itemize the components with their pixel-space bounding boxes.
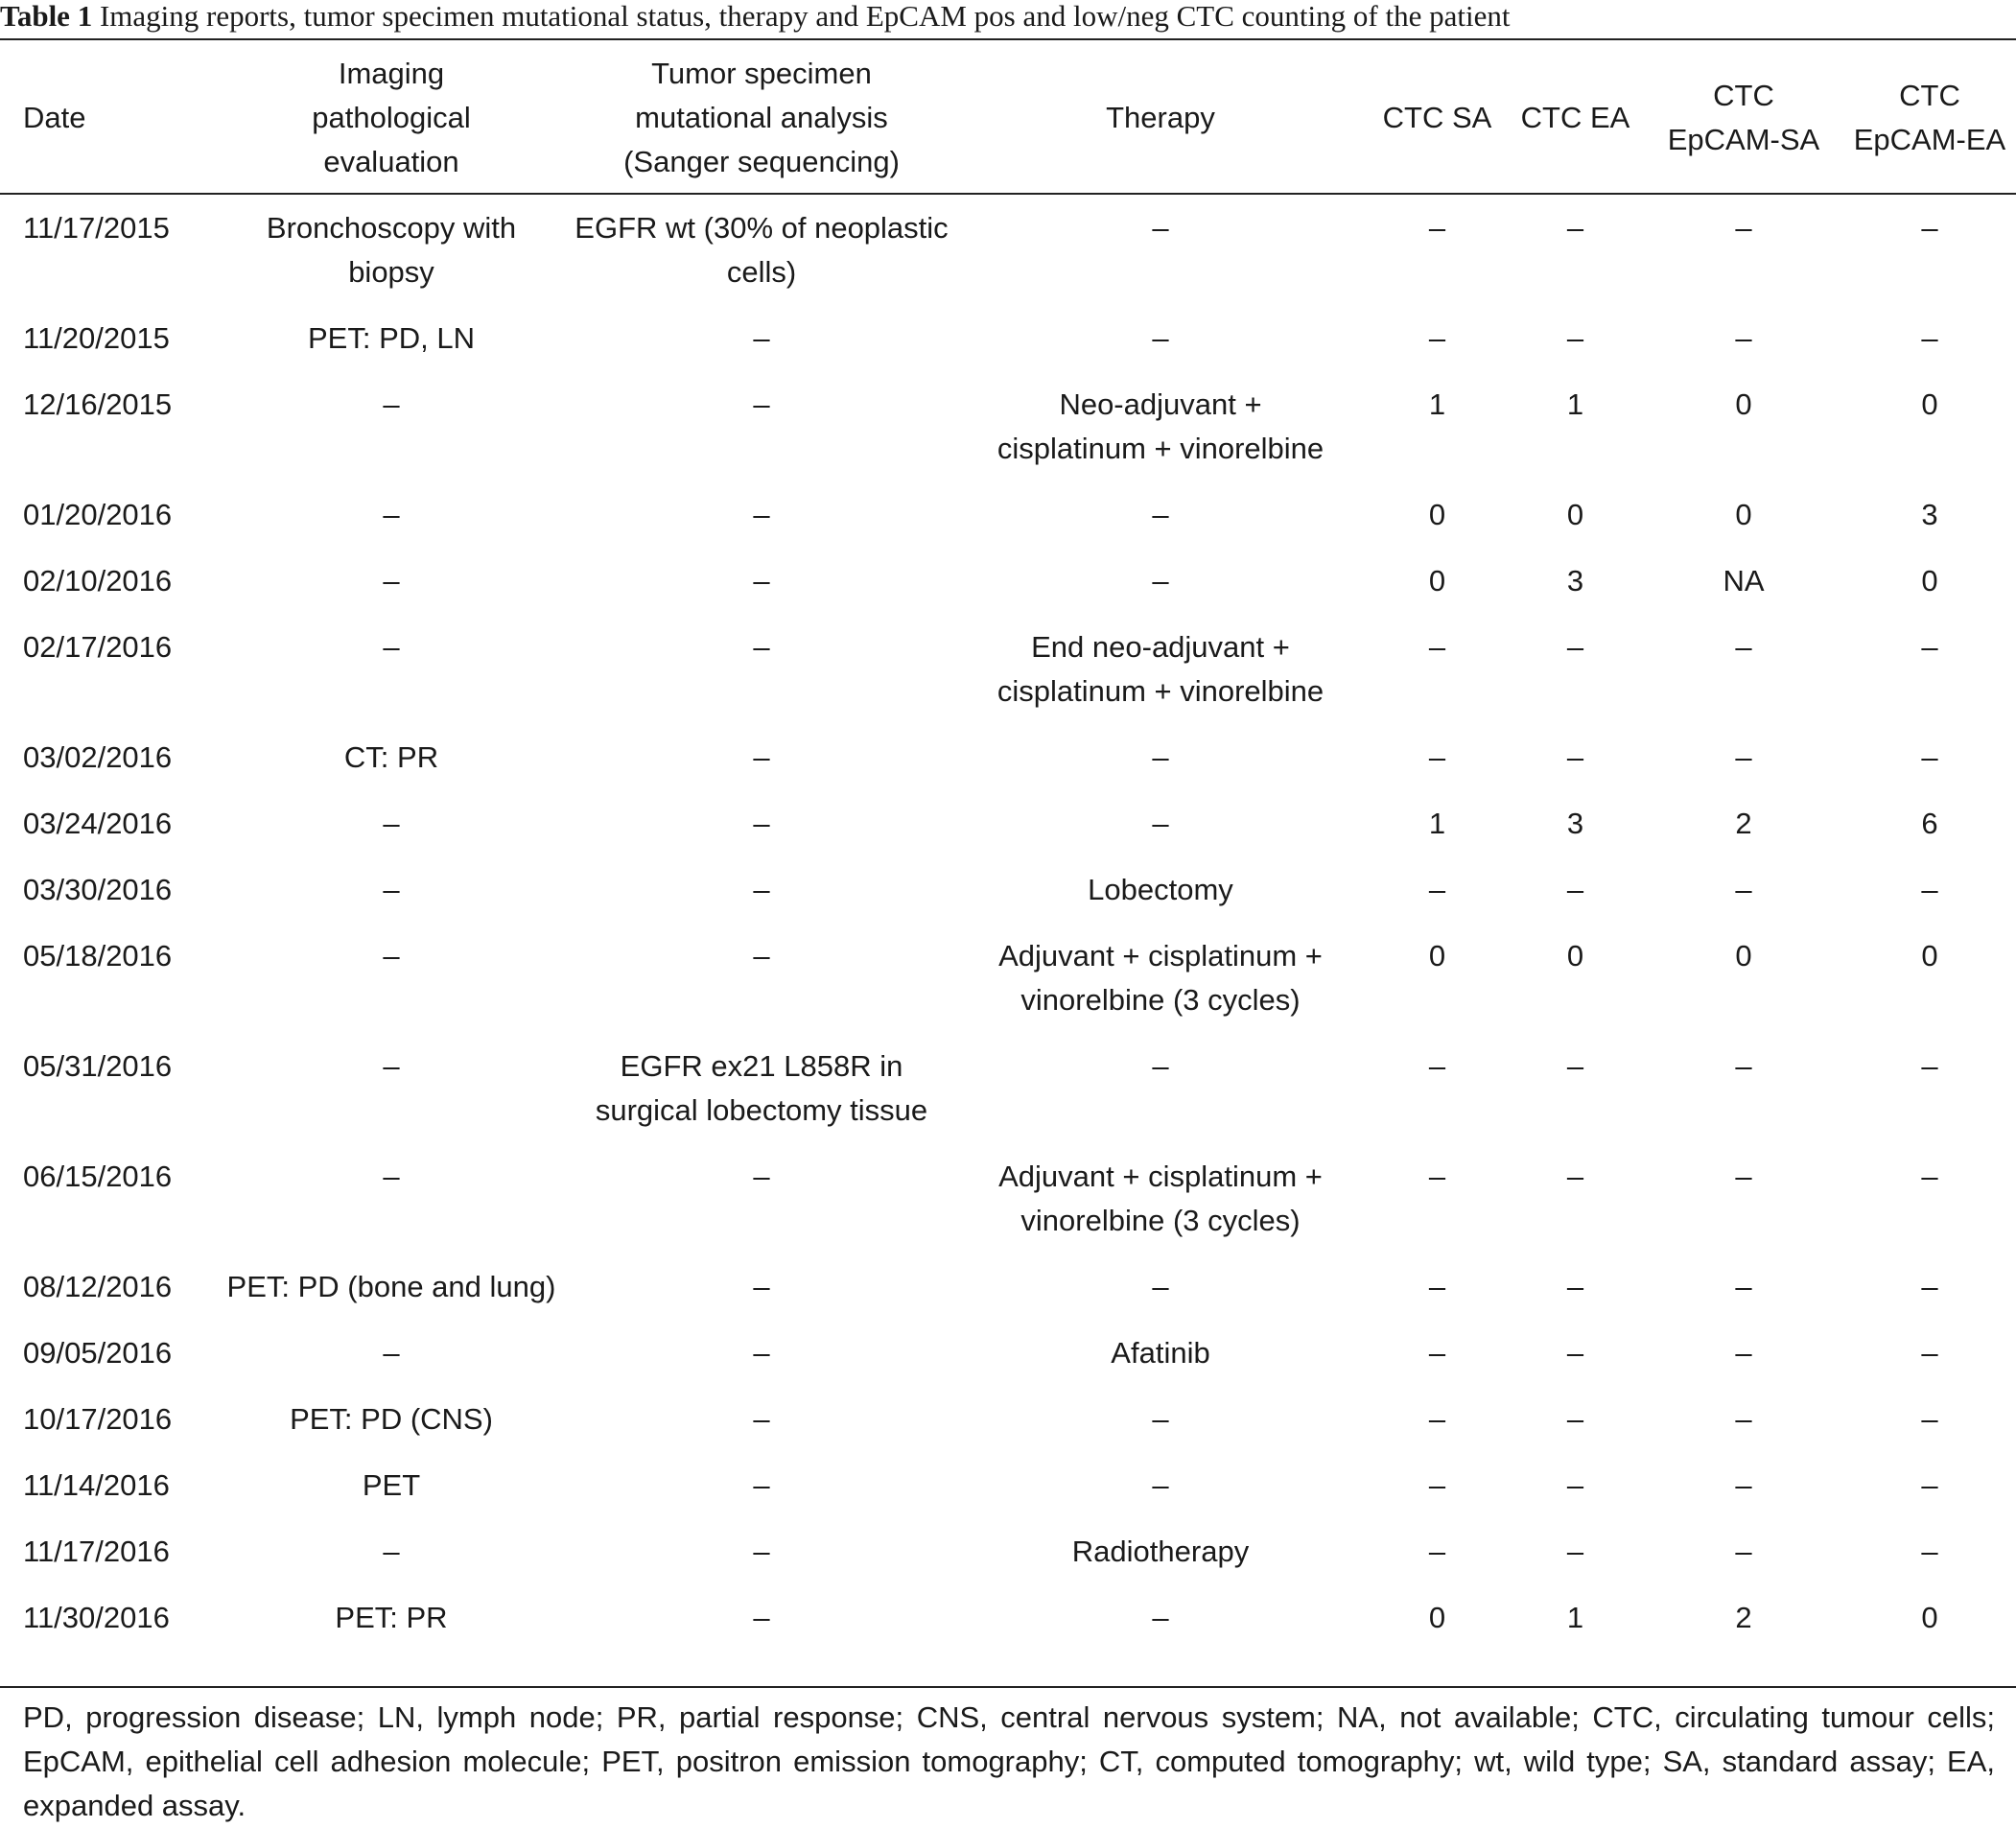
cell-ctc-ea: – <box>1566 321 1584 355</box>
cell-date: 05/31/2016 <box>23 1049 173 1083</box>
table-top-rule <box>0 38 2016 40</box>
cell-imaging: – <box>383 630 400 664</box>
table-row <box>0 1596 2016 1662</box>
cell-ctc-epcam-sa: – <box>1735 1336 1752 1370</box>
cell-ctc-epcam-sa: – <box>1735 1270 1752 1303</box>
cell-therapy: – <box>1152 1468 1169 1502</box>
cell-imaging: PET <box>362 1468 421 1502</box>
cell-date: 11/20/2015 <box>23 321 170 355</box>
cell-therapy: – <box>1152 211 1169 245</box>
cell-ctc-epcam-sa: – <box>1735 1049 1752 1083</box>
cell-ctc-epcam-ea: 0 <box>1921 387 1938 421</box>
cell-ctc-epcam-ea: – <box>1921 1160 1938 1193</box>
cell-mutational-analysis: – <box>753 807 770 840</box>
cell-ctc-sa: 0 <box>1428 498 1446 531</box>
cell-ctc-epcam-sa: 0 <box>1735 939 1752 973</box>
cell-ctc-epcam-sa: – <box>1735 211 1752 245</box>
cell-ctc-sa: 0 <box>1428 1601 1446 1634</box>
cell-therapy: Afatinib <box>1111 1336 1210 1370</box>
cell-ctc-epcam-sa: 2 <box>1735 807 1752 840</box>
cell-mutational-analysis: – <box>753 564 770 598</box>
cell-ctc-ea: – <box>1566 1468 1584 1502</box>
table-header <box>0 42 2016 193</box>
cell-date: 08/12/2016 <box>23 1270 173 1303</box>
cell-ctc-ea: – <box>1566 630 1584 664</box>
cell-imaging: Bronchoscopy with biopsy <box>266 211 517 289</box>
cell-ctc-ea: – <box>1566 1049 1584 1083</box>
table-row <box>0 868 2016 934</box>
cell-mutational-analysis: – <box>753 1535 770 1568</box>
cell-ctc-sa: – <box>1428 1402 1446 1436</box>
cell-ctc-sa: – <box>1428 1336 1446 1370</box>
cell-imaging: – <box>383 873 400 906</box>
table-row <box>0 193 2016 316</box>
cell-date: 11/17/2016 <box>23 1535 170 1568</box>
cell-ctc-ea: – <box>1566 1402 1584 1436</box>
cell-ctc-sa: – <box>1428 1049 1446 1083</box>
cell-therapy: – <box>1152 740 1169 774</box>
cell-ctc-ea: – <box>1566 873 1584 906</box>
cell-ctc-epcam-sa: – <box>1735 1160 1752 1193</box>
cell-ctc-epcam-ea: 6 <box>1921 807 1938 840</box>
cell-ctc-ea: – <box>1566 1336 1584 1370</box>
cell-mutational-analysis: – <box>753 1336 770 1370</box>
cell-imaging: – <box>383 1535 400 1568</box>
header-imaging: Imaging pathological evaluation <box>312 56 471 178</box>
cell-imaging: – <box>383 807 400 840</box>
cell-mutational-analysis: – <box>753 873 770 906</box>
cell-ctc-epcam-sa: – <box>1735 630 1752 664</box>
header-ctc-epcam-ea: CTC EpCAM-EA <box>1853 78 2006 156</box>
cell-ctc-epcam-sa: – <box>1735 1402 1752 1436</box>
table-row <box>0 559 2016 625</box>
cell-therapy: Radiotherapy <box>1071 1535 1250 1568</box>
cell-date: 03/02/2016 <box>23 740 173 774</box>
cell-ctc-epcam-ea: – <box>1921 211 1938 245</box>
header-ctc-ea: CTC EA <box>1520 100 1630 134</box>
cell-ctc-ea: 3 <box>1566 807 1584 840</box>
cell-ctc-sa: 1 <box>1428 807 1446 840</box>
cell-ctc-ea: 0 <box>1566 939 1584 973</box>
cell-imaging: – <box>383 1049 400 1083</box>
header-ctc-sa: CTC SA <box>1382 100 1492 134</box>
table-row <box>0 1331 2016 1397</box>
table-row <box>0 493 2016 559</box>
cell-ctc-sa: – <box>1428 321 1446 355</box>
cell-date: 03/24/2016 <box>23 807 173 840</box>
cell-date: 11/17/2015 <box>23 211 170 245</box>
table-row <box>0 1265 2016 1331</box>
cell-therapy: – <box>1152 1270 1169 1303</box>
header-therapy: Therapy <box>1106 100 1215 134</box>
cell-imaging: – <box>383 939 400 973</box>
cell-mutational-analysis: – <box>753 387 770 421</box>
cell-date: 09/05/2016 <box>23 1336 173 1370</box>
cell-ctc-epcam-ea: 0 <box>1921 939 1938 973</box>
table-row <box>0 316 2016 383</box>
cell-imaging: – <box>383 1336 400 1370</box>
cell-ctc-ea: – <box>1566 740 1584 774</box>
cell-ctc-epcam-ea: – <box>1921 1049 1938 1083</box>
cell-ctc-epcam-sa: 0 <box>1735 498 1752 531</box>
table-row <box>0 934 2016 1044</box>
table-row <box>0 736 2016 802</box>
table-row <box>0 625 2016 736</box>
cell-imaging: – <box>383 498 400 531</box>
table-row <box>0 1464 2016 1530</box>
cell-ctc-sa: – <box>1428 1535 1446 1568</box>
cell-ctc-epcam-ea: – <box>1921 630 1938 664</box>
cell-imaging: CT: PR <box>343 740 439 774</box>
cell-therapy: – <box>1152 1402 1169 1436</box>
table-bottom-rule <box>0 1686 2016 1688</box>
cell-date: 01/20/2016 <box>23 498 173 531</box>
cell-ctc-epcam-ea: 3 <box>1921 498 1938 531</box>
cell-ctc-epcam-sa: 0 <box>1735 387 1752 421</box>
header-row <box>0 42 2016 193</box>
cell-mutational-analysis: – <box>753 1270 770 1303</box>
cell-date: 06/15/2016 <box>23 1160 173 1193</box>
cell-ctc-ea: 0 <box>1566 498 1584 531</box>
cell-ctc-epcam-ea: – <box>1921 1270 1938 1303</box>
cell-imaging: – <box>383 564 400 598</box>
cell-mutational-analysis: – <box>753 321 770 355</box>
cell-ctc-ea: – <box>1566 211 1584 245</box>
cell-imaging: – <box>383 387 400 421</box>
table-caption <box>0 0 2016 38</box>
cell-ctc-sa: 0 <box>1428 939 1446 973</box>
cell-mutational-analysis: EGFR ex21 L858R in surgical lobectomy tissue <box>595 1049 928 1127</box>
cell-ctc-epcam-ea: – <box>1921 321 1938 355</box>
cell-therapy: End neo-adjuvant + cisplatinum + vinorelbine <box>996 630 1324 708</box>
cell-ctc-epcam-sa: – <box>1735 1535 1752 1568</box>
cell-ctc-sa: – <box>1428 740 1446 774</box>
table-caption-label: Table 1 <box>0 0 93 33</box>
cell-ctc-epcam-sa: NA <box>1723 564 1765 598</box>
cell-ctc-sa: – <box>1428 630 1446 664</box>
table-row <box>0 802 2016 868</box>
cell-ctc-epcam-ea: – <box>1921 1336 1938 1370</box>
cell-therapy: – <box>1152 498 1169 531</box>
cell-ctc-epcam-ea: – <box>1921 873 1938 906</box>
table-row <box>0 1530 2016 1596</box>
cell-ctc-ea: – <box>1566 1160 1584 1193</box>
cell-therapy: Adjuvant + cisplatinum + vinorelbine (3 cycles) <box>998 1160 1323 1237</box>
cell-ctc-ea: 1 <box>1566 1601 1584 1634</box>
cell-therapy: Adjuvant + cisplatinum + vinorelbine (3 cycles) <box>998 939 1323 1017</box>
cell-ctc-ea: – <box>1566 1270 1584 1303</box>
table-body <box>0 193 2016 1662</box>
cell-therapy: Lobectomy <box>1088 873 1233 906</box>
cell-date: 05/18/2016 <box>23 939 173 973</box>
cell-ctc-epcam-sa: 2 <box>1735 1601 1752 1634</box>
cell-mutational-analysis: – <box>753 1468 770 1502</box>
cell-date: 02/17/2016 <box>23 630 173 664</box>
header-date: Date <box>23 100 86 134</box>
table-caption-text: Imaging reports, tumor specimen mutational status, therapy and EpCAM pos and low/neg CTC counting of the patient <box>99 0 1511 33</box>
cell-ctc-epcam-ea: – <box>1921 1468 1938 1502</box>
header-ctc-epcam-sa: CTC EpCAM-SA <box>1667 78 1820 156</box>
cell-imaging: PET: PD (bone and lung) <box>226 1270 556 1303</box>
cell-date: 11/14/2016 <box>23 1468 170 1502</box>
cell-ctc-ea: 3 <box>1566 564 1584 598</box>
cell-ctc-ea: – <box>1566 1535 1584 1568</box>
cell-mutational-analysis: – <box>753 630 770 664</box>
cell-mutational-analysis: – <box>753 1402 770 1436</box>
cell-ctc-ea: 1 <box>1566 387 1584 421</box>
cell-date: 10/17/2016 <box>23 1402 173 1436</box>
cell-mutational-analysis: – <box>753 740 770 774</box>
cell-ctc-epcam-ea: 0 <box>1921 564 1938 598</box>
cell-mutational-analysis: EGFR wt (30% of neoplastic cells) <box>574 211 949 289</box>
cell-ctc-epcam-ea: 0 <box>1921 1601 1938 1634</box>
cell-ctc-epcam-ea: – <box>1921 1535 1938 1568</box>
cell-ctc-epcam-sa: – <box>1735 740 1752 774</box>
cell-therapy: – <box>1152 1049 1169 1083</box>
cell-ctc-epcam-ea: – <box>1921 740 1938 774</box>
cell-mutational-analysis: – <box>753 1601 770 1634</box>
cell-therapy: – <box>1152 1601 1169 1634</box>
cell-therapy: – <box>1152 564 1169 598</box>
cell-imaging: PET: PR <box>335 1601 448 1634</box>
cell-date: 03/30/2016 <box>23 873 173 906</box>
table-footnote: PD, progression disease; LN, lymph node; PR, partial response; CNS, central nervous system; NA, not available; CTC, circulating tumour cells; EpCAM, epithelial cell adhesion molecule; PET, positron emission tomography; CT, computed tomography; wt, wild type; SA, standard assay; EA, expanded assay. <box>23 1700 1995 1822</box>
cell-imaging: PET: PD, LN <box>308 321 475 355</box>
cell-mutational-analysis: – <box>753 939 770 973</box>
cell-mutational-analysis: – <box>753 498 770 531</box>
cell-mutational-analysis: – <box>753 1160 770 1193</box>
cell-date: 02/10/2016 <box>23 564 173 598</box>
table-row <box>0 1044 2016 1155</box>
cell-therapy: – <box>1152 321 1169 355</box>
cell-ctc-sa: – <box>1428 1160 1446 1193</box>
header-mutational-analysis: Tumor specimen mutational analysis (Sanger sequencing) <box>623 56 900 178</box>
cell-therapy: Neo-adjuvant + cisplatinum + vinorelbine <box>996 387 1324 465</box>
cell-date: 12/16/2015 <box>23 387 173 421</box>
cell-imaging: – <box>383 1160 400 1193</box>
cell-imaging: PET: PD (CNS) <box>290 1402 493 1436</box>
cell-ctc-sa: – <box>1428 211 1446 245</box>
table-row <box>0 383 2016 493</box>
cell-ctc-sa: 1 <box>1428 387 1446 421</box>
cell-ctc-epcam-sa: – <box>1735 321 1752 355</box>
cell-therapy: – <box>1152 807 1169 840</box>
cell-ctc-epcam-sa: – <box>1735 1468 1752 1502</box>
table-row <box>0 1155 2016 1265</box>
cell-date: 11/30/2016 <box>23 1601 170 1634</box>
cell-ctc-sa: – <box>1428 1270 1446 1303</box>
table-row <box>0 1397 2016 1464</box>
cell-ctc-sa: – <box>1428 1468 1446 1502</box>
cell-ctc-sa: 0 <box>1428 564 1446 598</box>
cell-ctc-sa: – <box>1428 873 1446 906</box>
cell-ctc-epcam-sa: – <box>1735 873 1752 906</box>
cell-ctc-epcam-ea: – <box>1921 1402 1938 1436</box>
patient-table <box>0 42 2016 1662</box>
